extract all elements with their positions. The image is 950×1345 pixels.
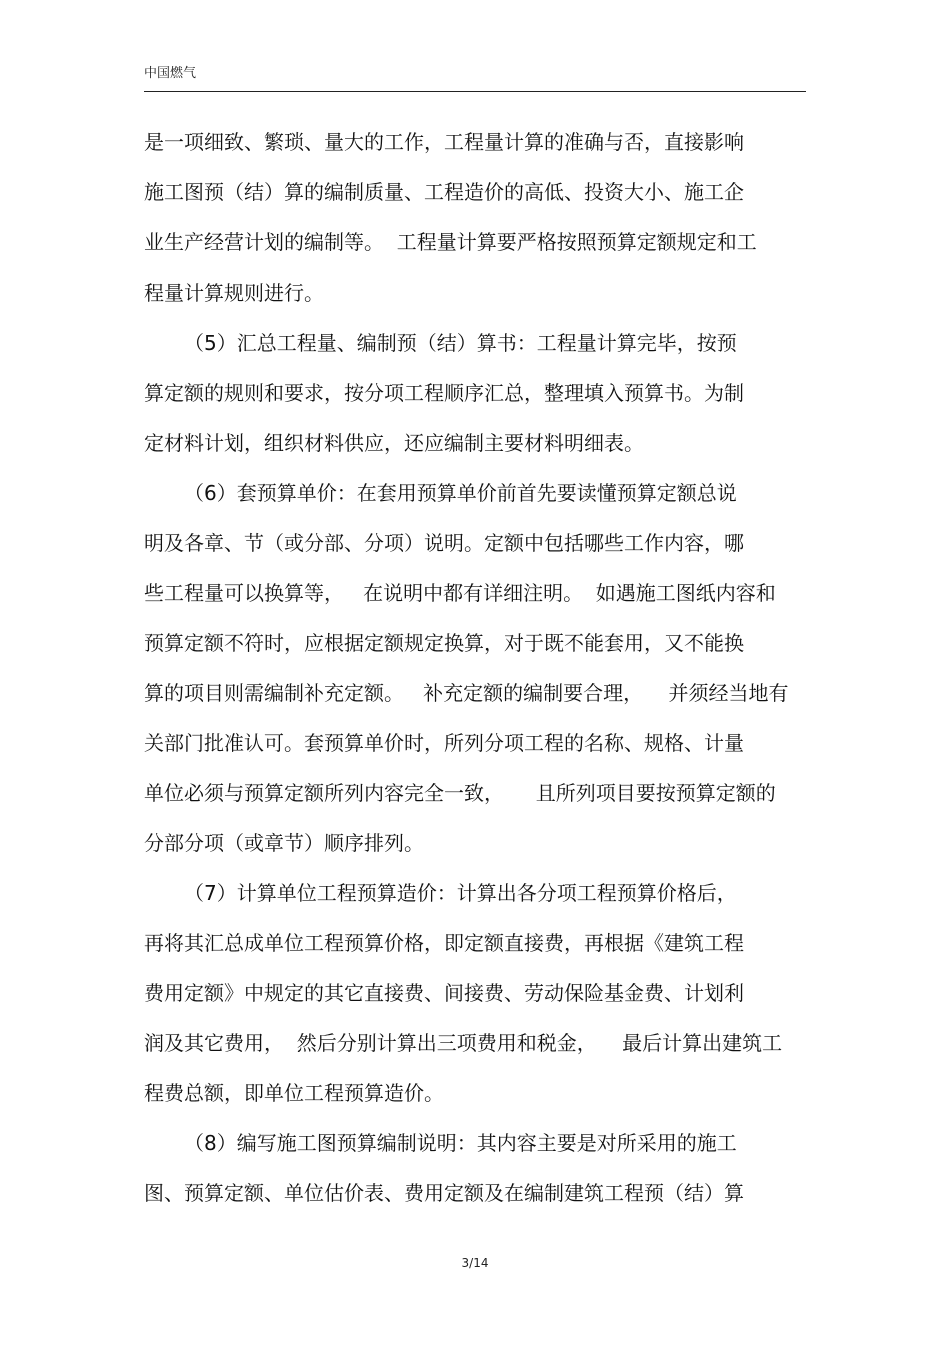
paragraph-first-line: （8）编写施工图预算编制说明：其内容主要是对所采用的施工 [184, 1131, 737, 1155]
body-line: 费用定额》中规定的其它直接费、间接费、劳动保险基金费、计划利 [144, 981, 744, 1005]
body-line: 是一项细致、繁琐、量大的工作，工程量计算的准确与否，直接影响 [144, 130, 744, 154]
body-line: 关部门批准认可。套预算单价时，所列分项工程的名称、规格、计量 [144, 731, 744, 755]
page-number: 3/14 [461, 1256, 489, 1270]
body-line: 图、预算定额、单位估价表、费用定额及在编制建筑工程预（结）算 [144, 1181, 744, 1205]
body-line: 预算定额不符时，应根据定额规定换算，对于既不能套用，又不能换 [144, 631, 744, 655]
body-line: 单位必须与预算定额所列内容完全一致， 且所列项目要按预算定额的 [144, 781, 776, 805]
body-line: 业生产经营计划的编制等。 工程量计算要严格按照预算定额规定和工 [144, 230, 757, 254]
header-divider [144, 91, 806, 92]
body-line: 算定额的规则和要求，按分项工程顺序汇总，整理填入预算书。为制 [144, 381, 744, 405]
body-line: 定材料计划，组织材料供应，还应编制主要材料明细表。 [144, 431, 644, 455]
body-line: 分部分项（或章节）顺序排列。 [144, 831, 424, 855]
body-line: 程量计算规则进行。 [144, 281, 324, 305]
body-line: 算的项目则需编制补充定额。 补充定额的编制要合理， 并须经当地有 [144, 681, 789, 705]
body-line: 明及各章、节（或分部、分项）说明。定额中包括哪些工作内容，哪 [144, 531, 744, 555]
body-line: 程费总额，即单位工程预算造价。 [144, 1081, 444, 1105]
paragraph-first-line: （6）套预算单价：在套用预算单价前首先要读懂预算定额总说 [184, 481, 737, 505]
body-line: 再将其汇总成单位工程预算价格，即定额直接费，再根据《建筑工程 [144, 931, 744, 955]
body-line: 润及其它费用， 然后分别计算出三项费用和税金， 最后计算出建筑工 [144, 1031, 783, 1055]
body-line: 施工图预（结）算的编制质量、工程造价的高低、投资大小、施工企 [144, 180, 744, 204]
paragraph-first-line: （5）汇总工程量、编制预（结）算书：工程量计算完毕，按预 [184, 331, 737, 355]
body-line: 些工程量可以换算等， 在说明中都有详细注明。 如遇施工图纸内容和 [144, 581, 776, 605]
paragraph-first-line: （7）计算单位工程预算造价：计算出各分项工程预算价格后， [184, 881, 737, 905]
header-title: 中国燃气 [144, 66, 197, 81]
